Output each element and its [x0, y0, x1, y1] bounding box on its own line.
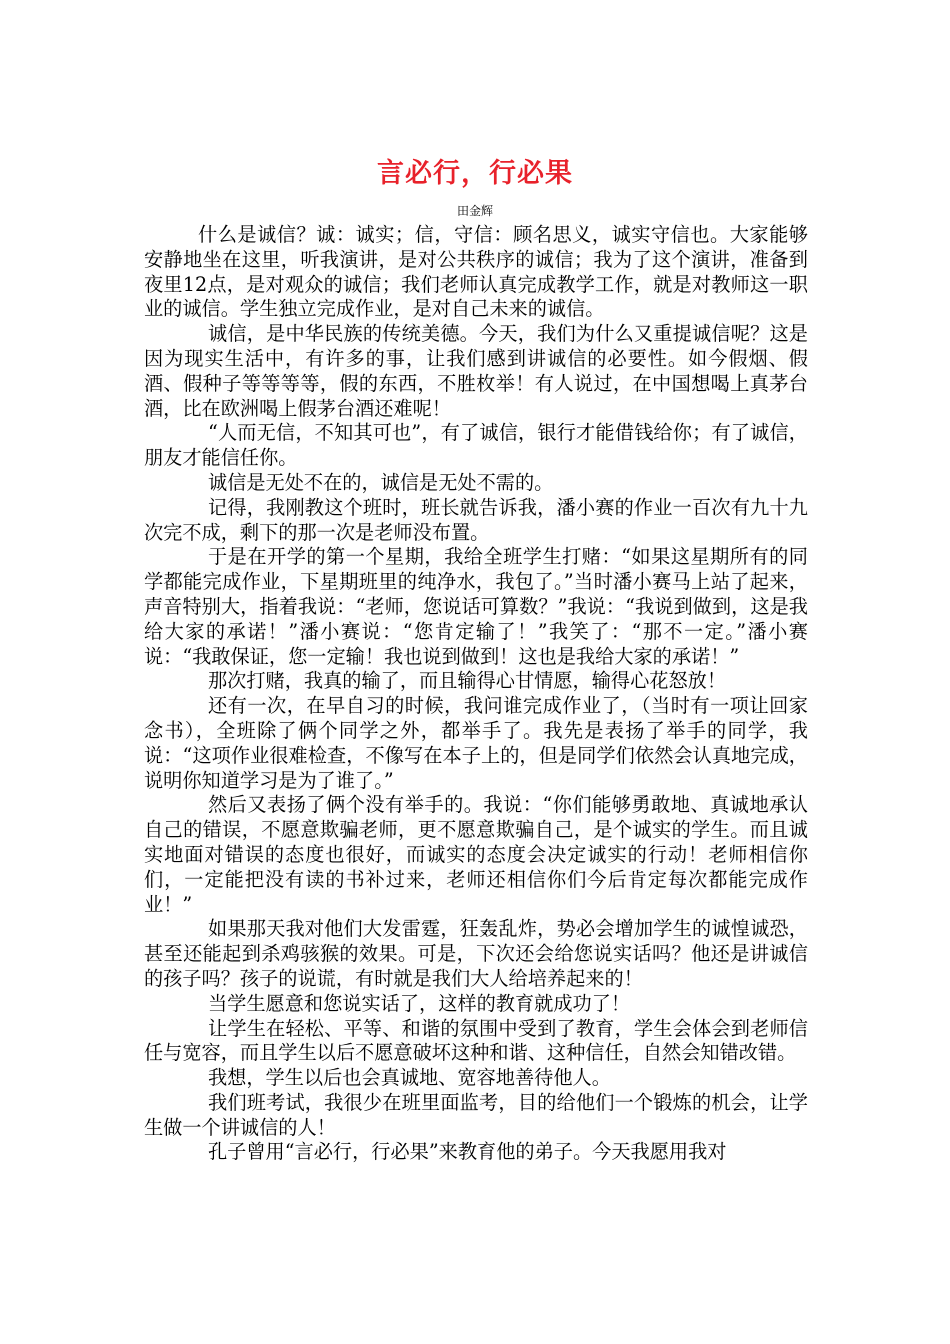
paragraph: 我想，学生以后也会真诚地、宽容地善待他人。 [208, 1066, 611, 1090]
paragraph: 我们班考试，我很少在班里面监考，目的给他们一个锻炼的机会，让学生做一个讲诚信的人！ [144, 1090, 808, 1139]
paragraph: 诚信是无处不在的，诚信是无处不需的。 [208, 470, 554, 494]
document-author: 田金辉 [456, 204, 493, 218]
paragraph: 如果那天我对他们大发雷霆，狂轰乱炸，势必会增加学生的诚惶诚恐，甚至还能起到杀鸡骇猴的效果。可是，下次还会给您说实话吗？他还是讲诚信的孩子吗？孩子的说谎，有时就是我们大人给培养起来的！ [144, 917, 808, 990]
paragraph: 当学生愿意和您说实话了，这样的教育就成功了！ [208, 991, 631, 1015]
paragraph: 什么是诚信？诚：诚实；信，守信：顾名思义，诚实守信也。大家能够安静地坐在这里，听我演讲，是对公共秩序的诚信；我为了这个演讲，准备到夜里12点，是对观众的诚信；我们老师认真完成教学工作，就是对教师这一职业的诚信。学生独立完成作业，是对自己未来的诚信。 [144, 223, 808, 321]
document-title: 言必行，行必果 [377, 158, 573, 189]
paragraph: “人而无信，不知其可也”，有了诚信，银行才能借钱给你；有了诚信，朋友才能信任你。 [144, 421, 808, 470]
paragraph: 然后又表扬了俩个没有举手的。我说：“你们能够勇敢地、真诚地承认自己的错误，不愿意欺骗老师，更不愿意欺骗自己，是个诚实的学生。而且诚实地面对错误的态度也很好，而诚实的态度会决定诚实的行动！老师相信你们，一定能把没有读的书补过来，老师还相信你们今后肯定每次都能完成作业！” [144, 793, 808, 916]
paragraph: 让学生在轻松、平等、和谐的氛围中受到了教育，学生会体会到老师信任与宽容，而且学生以后不愿意破坏这种和谐、这种信任，自然会知错改错。 [144, 1016, 808, 1065]
document-body [144, 223, 808, 1165]
paragraph: 诚信，是中华民族的传统美德。今天，我们为什么又重提诚信呢？这是因为现实生活中，有许多的事，让我们感到讲诚信的必要性。如今假烟、假酒、假种子等等等等，假的东西，不胜枚举！有人说过，在中国想喝上真茅台酒，比在欧洲喝上假茅台酒还难呢！ [144, 322, 808, 420]
paragraph: 还有一次，在早自习的时候，我问谁完成作业了，（当时有一项让回家念书），全班除了俩个同学之外，都举手了。我先是表扬了举手的同学，我说：“这项作业很难检查，不像写在本子上的，但是同学们依然会认真地完成，说明你知道学习是为了谁了。” [144, 694, 808, 792]
paragraph: 那次打赌，我真的输了，而且输得心甘情愿，输得心花怒放！ [208, 669, 727, 693]
paragraph: 记得，我刚教这个班时，班长就告诉我，潘小赛的作业一百次有九十九次完不成，剩下的那一次是老师没布置。 [144, 495, 808, 544]
paragraph: 孔子曾用“言必行，行必果”来教育他的弟子。今天我愿用我对 [208, 1140, 727, 1164]
paragraph: 于是在开学的第一个星期，我给全班学生打赌：“如果这星期所有的同学都能完成作业，下星期班里的纯净水，我包了。”当时潘小赛马上站了起来，声音特别大，指着我说：“老师，您说话可算数？”我说：“我说到做到，这是我给大家的承诺！”潘小赛说：“您肯定输了！”我笑了：“那不一定。”潘小赛说：“我敢保证，您一定输！我也说到做到！这也是我给大家的承诺！” [144, 545, 808, 668]
